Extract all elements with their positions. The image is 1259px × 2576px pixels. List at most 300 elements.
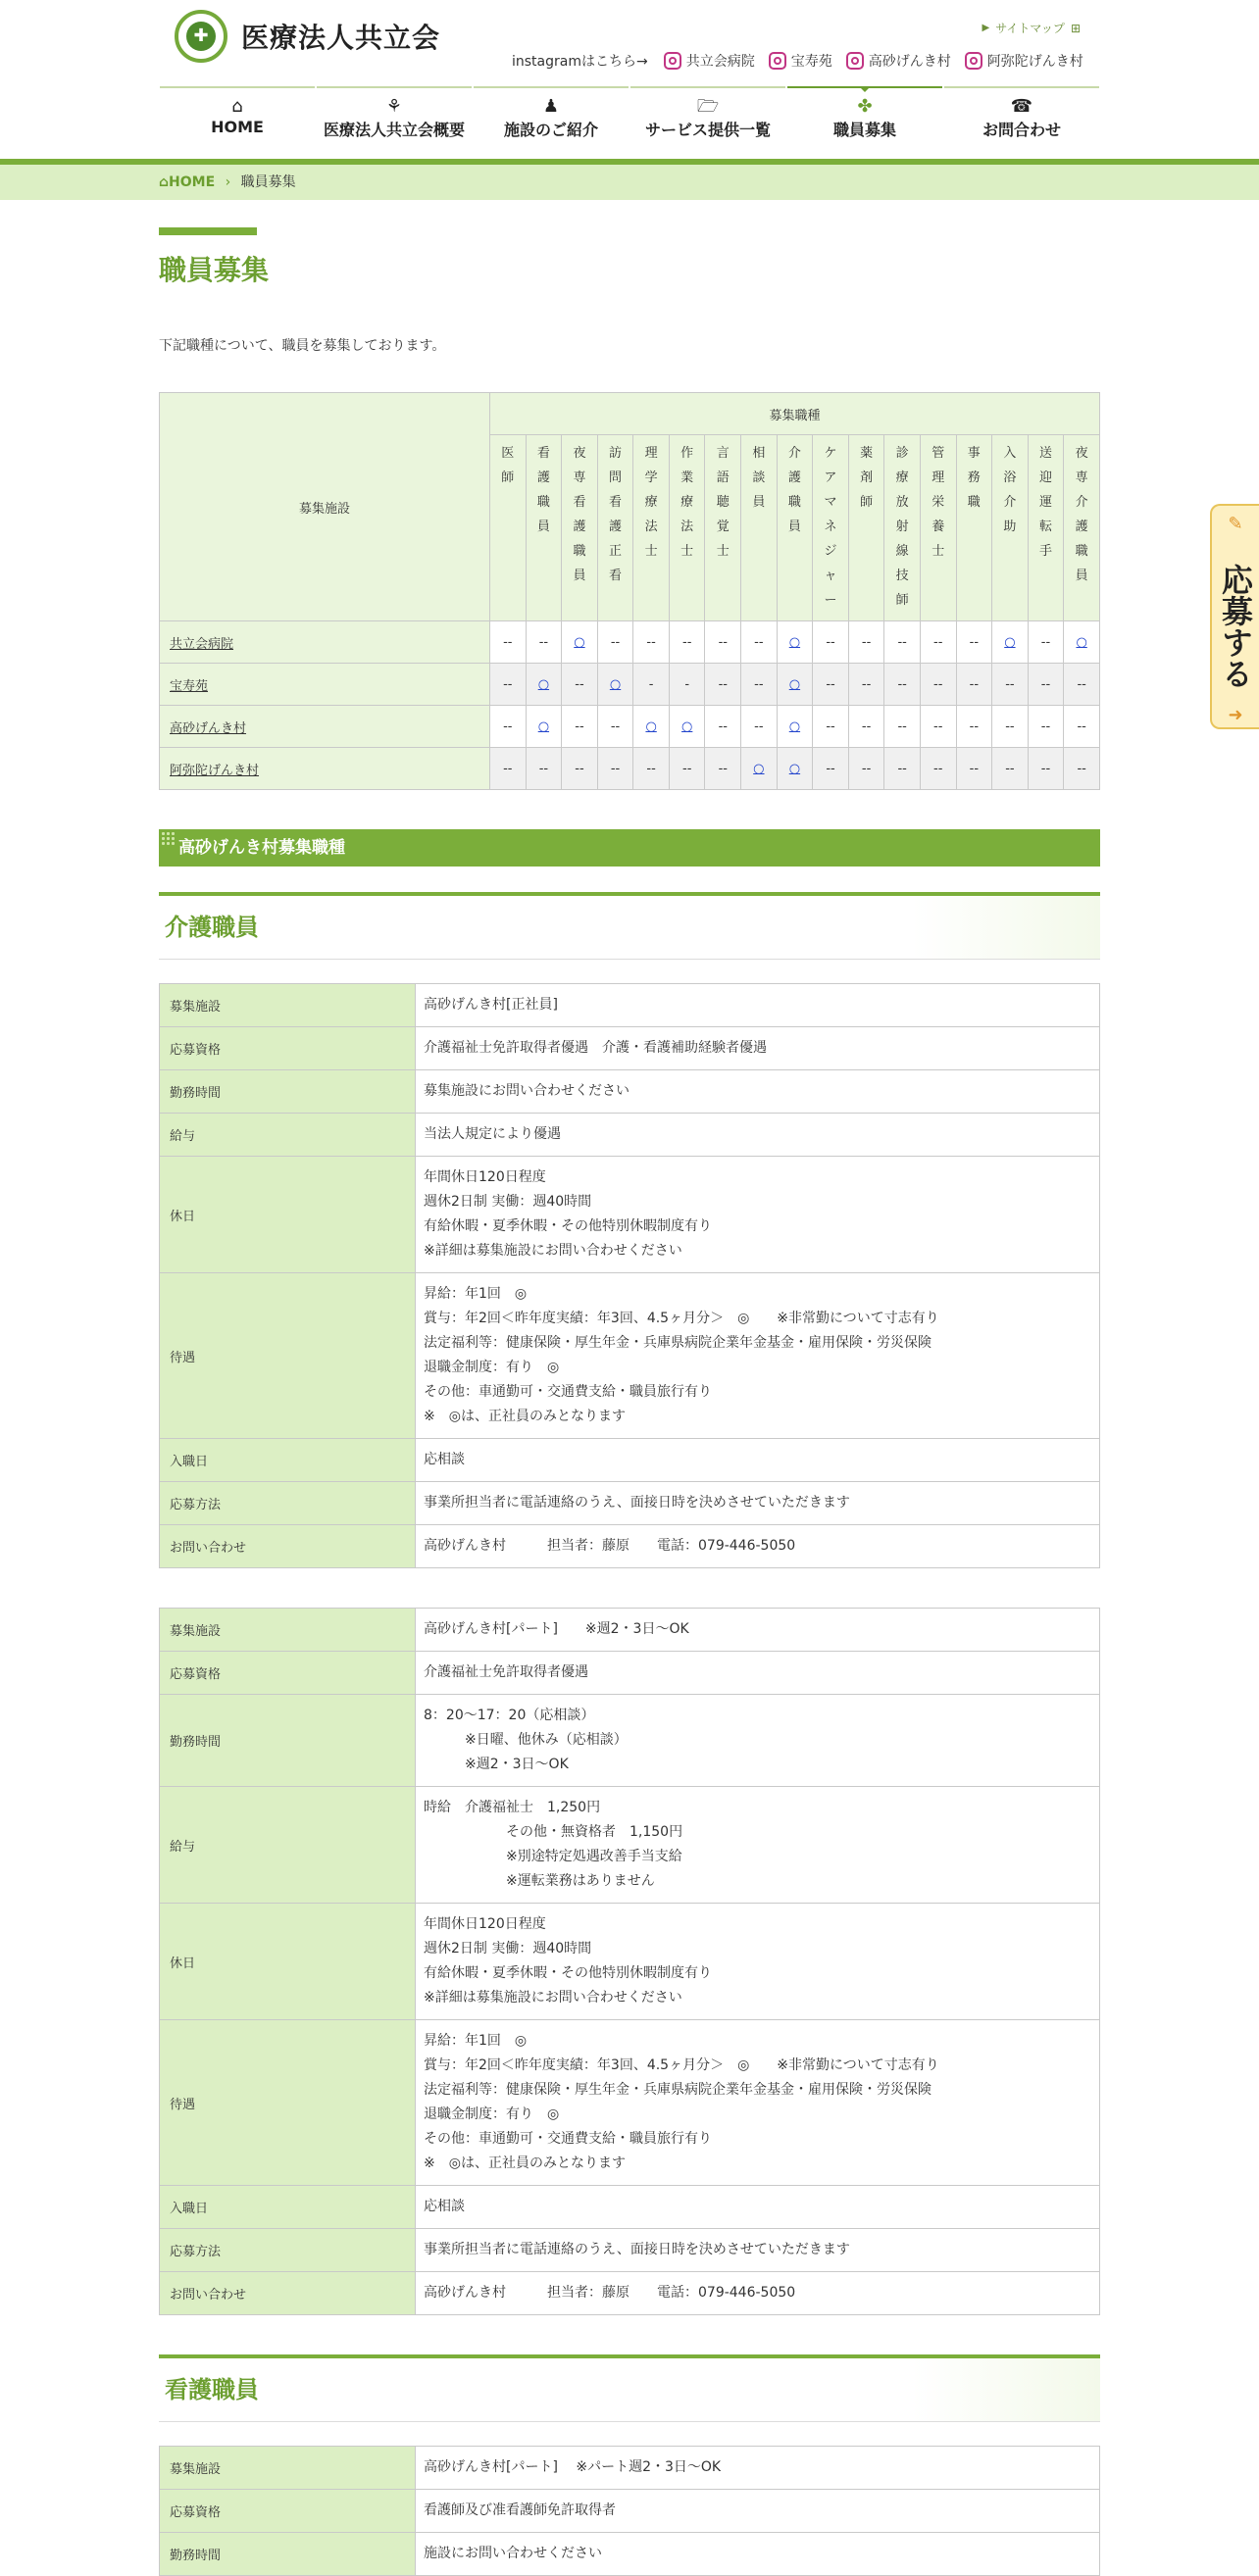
matrix-job-label: 管理栄養士 (932, 446, 945, 559)
matrix-cell (597, 706, 633, 748)
matrix-cell-value: -- (503, 676, 513, 692)
matrix-cell (1028, 748, 1064, 790)
detail-line: 退職金制度：有り ◎ (424, 1360, 560, 1375)
matrix-cell[interactable] (992, 621, 1029, 664)
matrix-cell-value: -- (503, 761, 513, 776)
detail-line: 時給 介護福祉士 1,250円 (424, 1800, 601, 1815)
matrix-cell-value: -- (610, 761, 621, 776)
matrix-cell[interactable] (777, 664, 813, 706)
detail-value (416, 1695, 1100, 1787)
plant-icon: ⚘ (385, 96, 403, 117)
matrix-cell-value: - (684, 676, 690, 692)
nav-services[interactable]: 🗁 サービス提供一覧 (630, 86, 785, 147)
matrix-cell-value: -- (933, 676, 943, 692)
job-detail-table (159, 983, 1100, 1568)
matrix-cell-value: -- (933, 718, 943, 734)
matrix-job-header (562, 435, 598, 621)
recruit-link[interactable]: ○ (645, 718, 657, 734)
matrix-cell (920, 664, 956, 706)
matrix-cell[interactable] (777, 748, 813, 790)
matrix-cell-value: -- (826, 761, 835, 776)
detail-line: 看護師及び准看護師免許取得者 (424, 2502, 616, 2518)
matrix-cell (562, 664, 598, 706)
breadcrumb (0, 165, 1259, 200)
matrix-cell[interactable] (777, 621, 813, 664)
breadcrumb-current: 職員募集 (240, 174, 296, 190)
matrix-cell (669, 621, 705, 664)
matrix-facility-cell (160, 748, 490, 790)
site-name: 医療法人共立会 (241, 22, 441, 54)
matrix-cell-value: -- (503, 718, 513, 734)
matrix-cell-value: -- (933, 634, 943, 650)
instagram-link-hojuen[interactable]: 宝寿苑 (769, 51, 832, 71)
recruit-link[interactable]: ○ (574, 634, 585, 650)
global-nav (159, 86, 1100, 147)
detail-label: 待遇 (160, 1273, 416, 1439)
detail-line: 賞与：年2回＜昨年度実績：年3回、4.5ヶ月分＞ ◎ ※非常勤について寸志有り (424, 1311, 939, 1326)
detail-value (416, 1904, 1100, 2020)
matrix-job-label: 夜専介護職員 (1075, 446, 1088, 583)
matrix-cell-value: -- (610, 718, 621, 734)
matrix-cell-value: -- (826, 718, 835, 734)
apply-button[interactable] (1210, 504, 1259, 729)
matrix-cell (597, 748, 633, 790)
matrix-cell (813, 706, 849, 748)
pen-icon: ✎ (1228, 514, 1243, 534)
matrix-cell[interactable] (526, 664, 562, 706)
matrix-cell-value: -- (610, 634, 621, 650)
matrix-cell (705, 664, 741, 706)
matrix-job-header (669, 435, 705, 621)
detail-row (160, 1027, 1100, 1070)
detail-line: 介護福祉士免許取得者優遇 介護・看護補助経験者優遇 (424, 1040, 767, 1056)
facility-link[interactable]: 高砂げんき村 (170, 720, 247, 736)
detail-value (416, 2533, 1100, 2576)
detail-value (416, 2020, 1100, 2186)
matrix-cell[interactable] (669, 706, 705, 748)
detail-line: 年間休日120日程度 (424, 1169, 546, 1185)
detail-line: 週休2日制 実働：週40時間 (424, 1941, 592, 1957)
matrix-facility-cell (160, 706, 490, 748)
matrix-job-header (597, 435, 633, 621)
recruit-link[interactable]: ○ (788, 718, 801, 734)
breadcrumb-separator-icon: › (225, 174, 231, 190)
detail-row (160, 1273, 1100, 1439)
detail-line: ※詳細は募集施設にお問い合わせください (424, 1990, 682, 2006)
detail-line: 介護福祉士免許取得者優遇 (424, 1664, 588, 1680)
matrix-cell (1028, 706, 1064, 748)
matrix-cell[interactable] (777, 706, 813, 748)
detail-row (160, 2229, 1100, 2272)
matrix-cell (562, 706, 598, 748)
matrix-cell-value: -- (1040, 761, 1051, 776)
detail-line: 施設にお問い合わせください (424, 2546, 602, 2561)
instagram-link-amida[interactable]: 阿弥陀げんき村 (965, 51, 1083, 71)
detail-value (416, 2447, 1100, 2490)
instagram-links (512, 51, 1083, 71)
facility-link[interactable]: 共立会病院 (170, 636, 234, 652)
matrix-cell[interactable] (633, 706, 670, 748)
detail-value (416, 1525, 1100, 1568)
matrix-cell (813, 664, 849, 706)
matrix-cell (633, 664, 670, 706)
detail-value (416, 2490, 1100, 2533)
matrix-job-header (1028, 435, 1064, 621)
matrix-cell (705, 748, 741, 790)
matrix-cell-value: -- (1077, 676, 1086, 692)
detail-value (416, 2186, 1100, 2229)
matrix-job-label: 理学療法士 (644, 446, 658, 559)
matrix-job-label: 入浴介助 (1003, 446, 1017, 534)
detail-value (416, 1070, 1100, 1114)
title-accent (159, 227, 257, 235)
matrix-cell (490, 706, 527, 748)
matrix-job-label: 夜専看護職員 (573, 446, 586, 583)
detail-line: その他・無資格者 1,150円 (424, 1824, 683, 1840)
section-title: 高砂げんき村募集職種 (159, 829, 1100, 867)
site-header (159, 0, 1100, 159)
detail-line: ※別途特定処遇改善手当支給 (424, 1849, 682, 1864)
detail-value (416, 1787, 1100, 1904)
detail-line: 事業所担当者に電話連絡のうえ、面接日時を決めさせていただきます (424, 1495, 850, 1511)
recruit-link[interactable]: ○ (681, 718, 693, 734)
page-title: 職員募集 (159, 254, 270, 286)
detail-line: ※ ◎は、正社員のみとなります (424, 2155, 626, 2171)
matrix-job-label: 薬剤師 (860, 446, 874, 510)
matrix-cell (597, 621, 633, 664)
detail-row (160, 984, 1100, 1027)
matrix-cell-value: -- (1040, 634, 1051, 650)
people-icon: ✤ (857, 96, 873, 117)
detail-row (160, 2533, 1100, 2576)
detail-line: ※ ◎は、正社員のみとなります (424, 1409, 626, 1424)
nav-recruit[interactable]: ✤ 職員募集 (787, 86, 942, 147)
matrix-cell-value: -- (646, 634, 656, 650)
detail-line: その他：車通勤可・交通費支給・職員旅行有り (424, 1384, 712, 1400)
detail-row (160, 1070, 1100, 1114)
detail-line: 有給休暇・夏季休暇・その他特別休暇制度有り (424, 1965, 712, 1981)
matrix-cell-value: -- (861, 761, 872, 776)
matrix-cell-value: -- (897, 718, 907, 734)
recruit-link[interactable]: ○ (753, 761, 765, 776)
matrix-cell (1064, 706, 1100, 748)
recruit-link[interactable]: ○ (788, 761, 801, 776)
matrix-cell (1064, 748, 1100, 790)
matrix-cell (848, 706, 884, 748)
detail-line: 8：20～17：20（応相談） (424, 1708, 595, 1723)
detail-label: 募集施設 (160, 2447, 416, 2490)
matrix-cell-value: -- (1040, 676, 1051, 692)
matrix-job-header (705, 435, 741, 621)
detail-label: 勤務時間 (160, 2533, 416, 2576)
matrix-cell[interactable] (741, 748, 778, 790)
matrix-job-header (813, 435, 849, 621)
matrix-cell-value: -- (826, 676, 835, 692)
detail-label: 入職日 (160, 2186, 416, 2229)
matrix-facility-header: 募集施設 (160, 393, 490, 621)
matrix-cell-value: -- (718, 718, 728, 734)
detail-row (160, 1114, 1100, 1157)
detail-line: 法定福利等：健康保険・厚生年金・兵庫県病院企業年金基金・雇用保険・労災保険 (424, 1335, 932, 1351)
recruit-link[interactable]: ○ (609, 676, 622, 692)
matrix-job-header (920, 435, 956, 621)
detail-value (416, 984, 1100, 1027)
matrix-cell (1028, 664, 1064, 706)
nav-facilities[interactable]: ♟ 施設のご紹介 (474, 86, 629, 147)
matrix-job-header (956, 435, 992, 621)
detail-line: 昇給：年1回 ◎ (424, 2033, 528, 2049)
matrix-cell-value: -- (933, 761, 943, 776)
house-icon: ⌂ (159, 174, 170, 190)
recruit-link[interactable]: ○ (788, 676, 801, 692)
matrix-cell (992, 748, 1029, 790)
detail-row (160, 1525, 1100, 1568)
matrix-facility-cell (160, 664, 490, 706)
facility-link[interactable]: 宝寿苑 (170, 678, 209, 694)
detail-value (416, 1482, 1100, 1525)
matrix-cell-value: -- (969, 634, 980, 650)
recruit-link[interactable]: ○ (1004, 634, 1016, 650)
detail-line: 有給休暇・夏季休暇・その他特別休暇制度有り (424, 1218, 712, 1234)
detail-row (160, 1787, 1100, 1904)
matrix-cell (490, 621, 527, 664)
breadcrumb-home[interactable]: ⌂HOME (159, 174, 216, 190)
detail-label: 入職日 (160, 1439, 416, 1482)
detail-value (416, 2272, 1100, 2315)
detail-line: 退職金制度：有り ◎ (424, 2106, 560, 2122)
instagram-icon (965, 52, 982, 70)
matrix-job-header (490, 435, 527, 621)
matrix-cell-value: -- (1005, 676, 1015, 692)
detail-label: 給与 (160, 1787, 416, 1904)
matrix-cell (1064, 664, 1100, 706)
matrix-cell-value: -- (1005, 718, 1015, 734)
matrix-cell (956, 621, 992, 664)
matrix-cell-value: -- (861, 634, 872, 650)
house-icon: ⌂ (231, 96, 243, 117)
recruit-link[interactable]: ○ (537, 676, 550, 692)
detail-value (416, 1609, 1100, 1652)
nav-contact[interactable]: ☎ お問合わせ (944, 86, 1099, 147)
matrix-cell-value: -- (754, 676, 764, 692)
recruit-link[interactable]: ○ (1076, 634, 1087, 650)
matrix-cell (669, 748, 705, 790)
detail-line: 高砂げんき村 担当者：藤原 電話：079-446-5050 (424, 2285, 796, 2301)
facility-link[interactable]: 阿弥陀げんき村 (170, 763, 260, 778)
matrix-cell (884, 748, 921, 790)
detail-value (416, 1027, 1100, 1070)
matrix-job-header (884, 435, 921, 621)
detail-label: お問い合わせ (160, 1525, 416, 1568)
instagram-icon (769, 52, 786, 70)
matrix-cell (992, 706, 1029, 748)
instagram-link-takasago[interactable]: 高砂げんき村 (846, 51, 951, 71)
matrix-cell (490, 748, 527, 790)
detail-label: 応募資格 (160, 1027, 416, 1070)
matrix-job-label: 医師 (501, 446, 515, 485)
detail-line: その他：車通勤可・交通費支給・職員旅行有り (424, 2131, 712, 2147)
matrix-cell-value: -- (1077, 761, 1086, 776)
matrix-cell (884, 664, 921, 706)
matrix-cell-value: -- (718, 761, 728, 776)
detail-line: 応相談 (424, 1452, 465, 1467)
page-intro: 下記職種について、職員を募集しております。 (159, 338, 446, 354)
matrix-cell-value: -- (538, 761, 549, 776)
detail-row (160, 1695, 1100, 1787)
matrix-cell (741, 706, 778, 748)
matrix-cell-value: -- (1005, 761, 1015, 776)
detail-line: 高砂げんき村[正社員] (424, 997, 558, 1013)
detail-row (160, 1157, 1100, 1273)
matrix-cell-value: -- (861, 718, 872, 734)
matrix-cell-value: -- (682, 634, 692, 650)
matrix-cell (848, 621, 884, 664)
detail-row (160, 2272, 1100, 2315)
site-logo[interactable] (175, 10, 440, 63)
matrix-cell-value: -- (646, 761, 656, 776)
detail-row (160, 2186, 1100, 2229)
detail-label: 募集施設 (160, 984, 416, 1027)
logo-emblem-icon: ✚ (175, 10, 227, 63)
matrix-job-label: 事務職 (967, 446, 981, 510)
matrix-job-label: 作業療法士 (680, 446, 694, 559)
main-content (159, 227, 1100, 2576)
matrix-cell (562, 748, 598, 790)
matrix-cell (848, 664, 884, 706)
matrix-job-label: 相談員 (752, 446, 766, 510)
matrix-cell-value: -- (575, 676, 584, 692)
detail-line: 当法人規定により優遇 (424, 1126, 561, 1142)
matrix-cell (741, 664, 778, 706)
matrix-cell[interactable] (597, 664, 633, 706)
matrix-row (160, 706, 1100, 748)
matrix-cell (705, 621, 741, 664)
matrix-cell-value: -- (754, 634, 764, 650)
detail-line: 事業所担当者に電話連絡のうえ、面接日時を決めさせていただきます (424, 2242, 850, 2257)
matrix-cell[interactable] (1064, 621, 1100, 664)
detail-value (416, 1157, 1100, 1273)
matrix-job-label: 言語聴覚士 (716, 446, 730, 559)
matrix-cell (848, 748, 884, 790)
detail-line: 応相談 (424, 2199, 465, 2214)
recruit-link[interactable]: ○ (788, 634, 801, 650)
detail-label: 募集施設 (160, 1609, 416, 1652)
detail-label: 勤務時間 (160, 1695, 416, 1787)
building-icon: ♟ (542, 96, 560, 117)
recruit-link[interactable]: ○ (537, 718, 550, 734)
detail-label: 応募方法 (160, 1482, 416, 1525)
matrix-cell (956, 706, 992, 748)
detail-line: ※週2・3日～OK (424, 1757, 569, 1772)
detail-label: 応募資格 (160, 2490, 416, 2533)
matrix-cell-value: -- (826, 634, 835, 650)
nav-about[interactable]: ⚘ 医療法人共立会概要 (317, 86, 472, 147)
matrix-cell-value: - (648, 676, 654, 692)
matrix-cell (1028, 621, 1064, 664)
matrix-cell-value: -- (718, 676, 728, 692)
sitemap-icon: ⊞ (1070, 21, 1081, 35)
triangle-right-icon: ▶ (982, 23, 990, 33)
matrix-job-label: 訪問看護正看 (609, 446, 623, 583)
detail-label: 応募方法 (160, 2229, 416, 2272)
matrix-cell (705, 706, 741, 748)
detail-row (160, 1482, 1100, 1525)
detail-row (160, 1652, 1100, 1695)
detail-line: 賞与：年2回＜昨年度実績：年3回、4.5ヶ月分＞ ◎ ※非常勤について寸志有り (424, 2057, 939, 2073)
matrix-cell-value: -- (1077, 718, 1086, 734)
detail-value (416, 1439, 1100, 1482)
matrix-row (160, 621, 1100, 664)
detail-line: 高砂げんき村[パート] ※パート週2・3日～OK (424, 2459, 722, 2475)
matrix-cell (920, 621, 956, 664)
job-detail-table (159, 1608, 1100, 2315)
matrix-cell (669, 664, 705, 706)
recruit-matrix (159, 392, 1100, 790)
matrix-jobs-header: 募集職種 (490, 393, 1100, 435)
matrix-cell (884, 706, 921, 748)
detail-row (160, 1904, 1100, 2020)
matrix-job-header (992, 435, 1029, 621)
nav-home[interactable]: ⌂ HOME (160, 86, 315, 147)
detail-label: 勤務時間 (160, 1070, 416, 1114)
matrix-cell (956, 748, 992, 790)
matrix-cell (920, 706, 956, 748)
matrix-cell (813, 748, 849, 790)
detail-value (416, 1114, 1100, 1157)
matrix-cell-value: -- (575, 761, 584, 776)
sitemap-link[interactable] (982, 20, 1081, 36)
matrix-cell (633, 621, 670, 664)
matrix-cell-value: -- (682, 761, 692, 776)
detail-value (416, 1273, 1100, 1439)
detail-label: 休日 (160, 1904, 416, 2020)
detail-line: 高砂げんき村 担当者：藤原 電話：079-446-5050 (424, 1538, 796, 1554)
matrix-job-header (633, 435, 670, 621)
detail-row (160, 2020, 1100, 2186)
job-detail-table (159, 2446, 1100, 2576)
matrix-cell-value: -- (897, 634, 907, 650)
matrix-cell (490, 664, 527, 706)
matrix-cell-value: -- (969, 676, 980, 692)
matrix-cell (526, 621, 562, 664)
detail-row (160, 2490, 1100, 2533)
matrix-cell-value: -- (897, 676, 907, 692)
matrix-cell-value: -- (1040, 718, 1051, 734)
detail-label: 給与 (160, 1114, 416, 1157)
detail-label: 休日 (160, 1157, 416, 1273)
instagram-link-hospital[interactable]: 共立会病院 (664, 51, 755, 71)
apply-label: 応募する (1217, 564, 1254, 689)
detail-label: 応募資格 (160, 1652, 416, 1695)
matrix-cell[interactable] (562, 621, 598, 664)
instagram-lead: instagramはこちら→ (512, 54, 648, 70)
matrix-job-header (777, 435, 813, 621)
matrix-cell-value: -- (861, 676, 872, 692)
folder-icon: 🗁 (696, 96, 720, 117)
matrix-job-label: ケアマネジャー (824, 446, 837, 608)
matrix-job-header (526, 435, 562, 621)
matrix-job-header (1064, 435, 1100, 621)
matrix-job-label: 看護職員 (536, 446, 550, 534)
detail-line: ※詳細は募集施設にお問い合わせください (424, 1243, 682, 1259)
detail-line: ※運転業務はありません (424, 1873, 655, 1889)
job-title-nursing: 看護職員 (159, 2354, 1100, 2422)
detail-line: 法定福利等：健康保険・厚生年金・兵庫県病院企業年金基金・雇用保険・労災保険 (424, 2082, 932, 2098)
instagram-icon (846, 52, 864, 70)
matrix-cell (741, 621, 778, 664)
matrix-cell[interactable] (526, 706, 562, 748)
matrix-cell (884, 621, 921, 664)
